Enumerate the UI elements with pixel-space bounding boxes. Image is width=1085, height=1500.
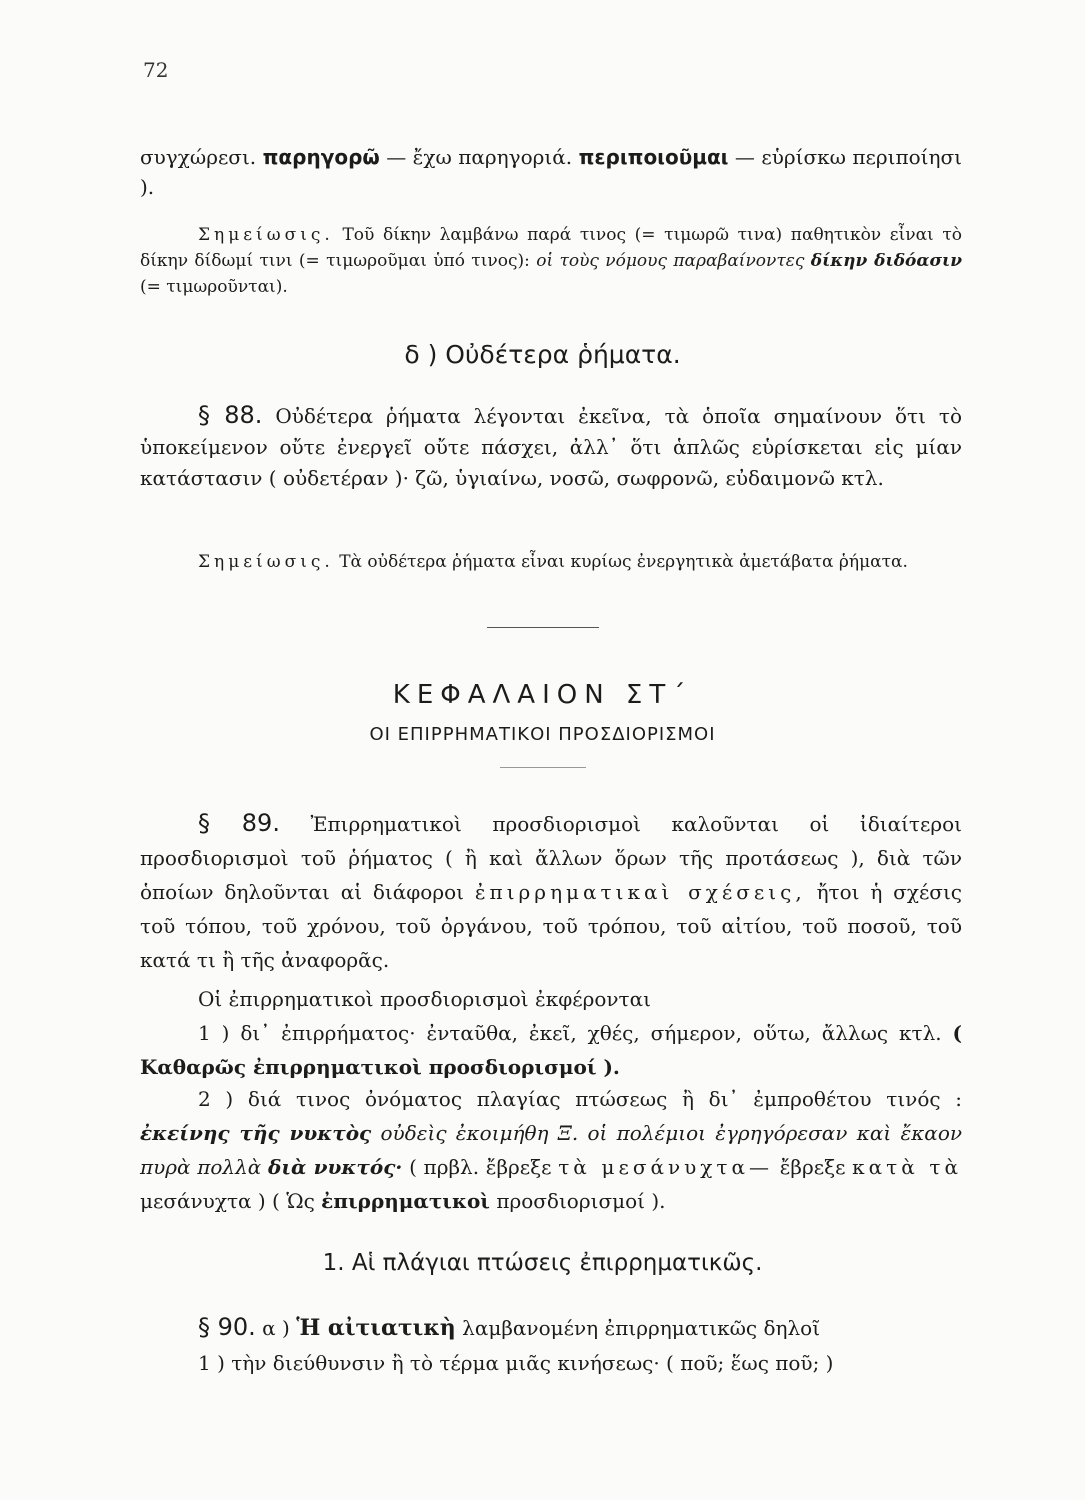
section-number: § 90. (198, 1313, 256, 1341)
section-heading-neuter-verbs: δ ) Οὐδέτερα ῥήματα. (404, 340, 681, 369)
list-item-2: 2 ) διά τινος ὀνόματος πλαγίας πτώσεως ἢ δι᾽ ἐμπροθέτου τινός : ἐκείνης τῆς νυκτὸς οὐδεὶς ἐκοιμήθη Ξ. οἱ πολέμιοι ἐγρηγόρεσαν καὶ ἔκαον πυρὰ πολλὰ διὰ νυκτός· ( πρβλ. ἔβρεξε τὰ μεσάνυχτα— ἔβρεξε κατὰ τὰ μεσάνυχτα ) ( Ὡς ἐπιρρηματικοὶ προσδιορισμοί ). (140, 1087, 963, 1213)
chapter-title: ΚΕΦΑΛΑΙΟΝ ΣΤ΄ (392, 680, 693, 710)
paragraph-90-line-2: 1 ) τὴν διεύθυνσιν ἢ τὸ τέρμα μιᾶς κινήσεως· ( ποῦ; ἕως ποῦ; ) (198, 1351, 834, 1375)
list-item-1: 1 ) δι᾽ ἐπιρρήματος· ἐνταῦθα, ἐκεῖ, χθές, σήμερον, οὕτω, ἄλλως κτλ. ( Καθαρῶς ἐπιρρηματικοὶ προσδιορισμοί ). (140, 1021, 962, 1079)
note-label: Σημείωσις. (198, 552, 334, 572)
note-label: Σημείωσις. (198, 225, 334, 245)
section-number: § 88. (198, 401, 263, 429)
section-number: § 89. (198, 809, 280, 837)
paragraph-90: § 90. α ) Ἡ αἰτιατικὴ λαμβανομένη ἐπιρρηματικῶς δηλοῖ (198, 1313, 821, 1341)
divider (500, 767, 586, 768)
paragraph-89: § 89. Ἐπιρρηματικοὶ προσδιορισμοὶ καλοῦνται οἱ ἰδιαίτεροι προσδιορισμοὶ τοῦ ῥήματος ( ἢ καὶ ἄλλων ὅρων τῆς προτάσεως ), διὰ τῶν ὁποίων δηλοῦνται αἱ διάφοροι ἐπιρρηματικαὶ σχέσεις, ἤτοι ἡ σχέσις τοῦ τόπου, τοῦ χρόνου, τοῦ ὀργάνου, τοῦ τρόπου, τοῦ αἰτίου, τοῦ ποσοῦ, τοῦ κατά τι ἢ τῆς ἀναφορᾶς. (140, 809, 962, 972)
top-continuation: συγχώρεσι. παρηγορῶ — ἔχω παρηγοριά. περιποιοῦμαι — εὑρίσκω περιποίησι ). (140, 145, 962, 199)
note-1: Σημείωσις. Τοῦ δίκην λαμβάνω παρά τινος (= τιμωρῶ τινα) παθητικὸν εἶναι τὸ δίκην δίδωμί τινι (= τιμωροῦμαι ὑπό τινος): οἱ τοὺς νόμους παραβαίνοντες δίκην διδόασιν (= τιμωροῦνται). (140, 225, 963, 297)
chapter-subtitle: ΟΙ ΕΠΙΡΡΗΜΑΤΙΚΟΙ ΠΡΟΣΔΙΟΡΙΣΜΟΙ (369, 724, 716, 745)
term-peripoioumai: περιποιοῦμαι (578, 145, 729, 169)
paragraph-88: § 88. Οὐδέτερα ῥήματα λέγονται ἐκεῖνα, τὰ ὁποῖα σημαίνουν ὅτι τὸ ὑποκείμενον οὔτε ἐνεργεῖ οὔτε πάσχει, ἀλλ᾽ ὅτι ἁπλῶς εὑρίσκεται εἰς μίαν κατάστασιν ( οὐδετέραν )· ζῶ, ὑγιαίνω, νοσῶ, σωφρονῶ, εὐδαιμονῶ κτλ. (140, 401, 962, 490)
note-2: Σημείωσις. Τὰ οὐδέτερα ῥήματα εἶναι κυρίως ἐνεργητικὰ ἀμετάβατα ῥήματα. (198, 552, 908, 572)
divider (487, 627, 599, 628)
page-number: 72 (143, 58, 169, 82)
paragraph-89-intro: Οἱ ἐπιρρηματικοὶ προσδιορισμοὶ ἐκφέρονται (198, 987, 651, 1011)
term-paregoro: παρηγορῶ (262, 145, 380, 169)
section-heading-oblique-cases: 1. Αἱ πλάγιαι πτώσεις ἐπιρρηματικῶς. (322, 1250, 763, 1276)
